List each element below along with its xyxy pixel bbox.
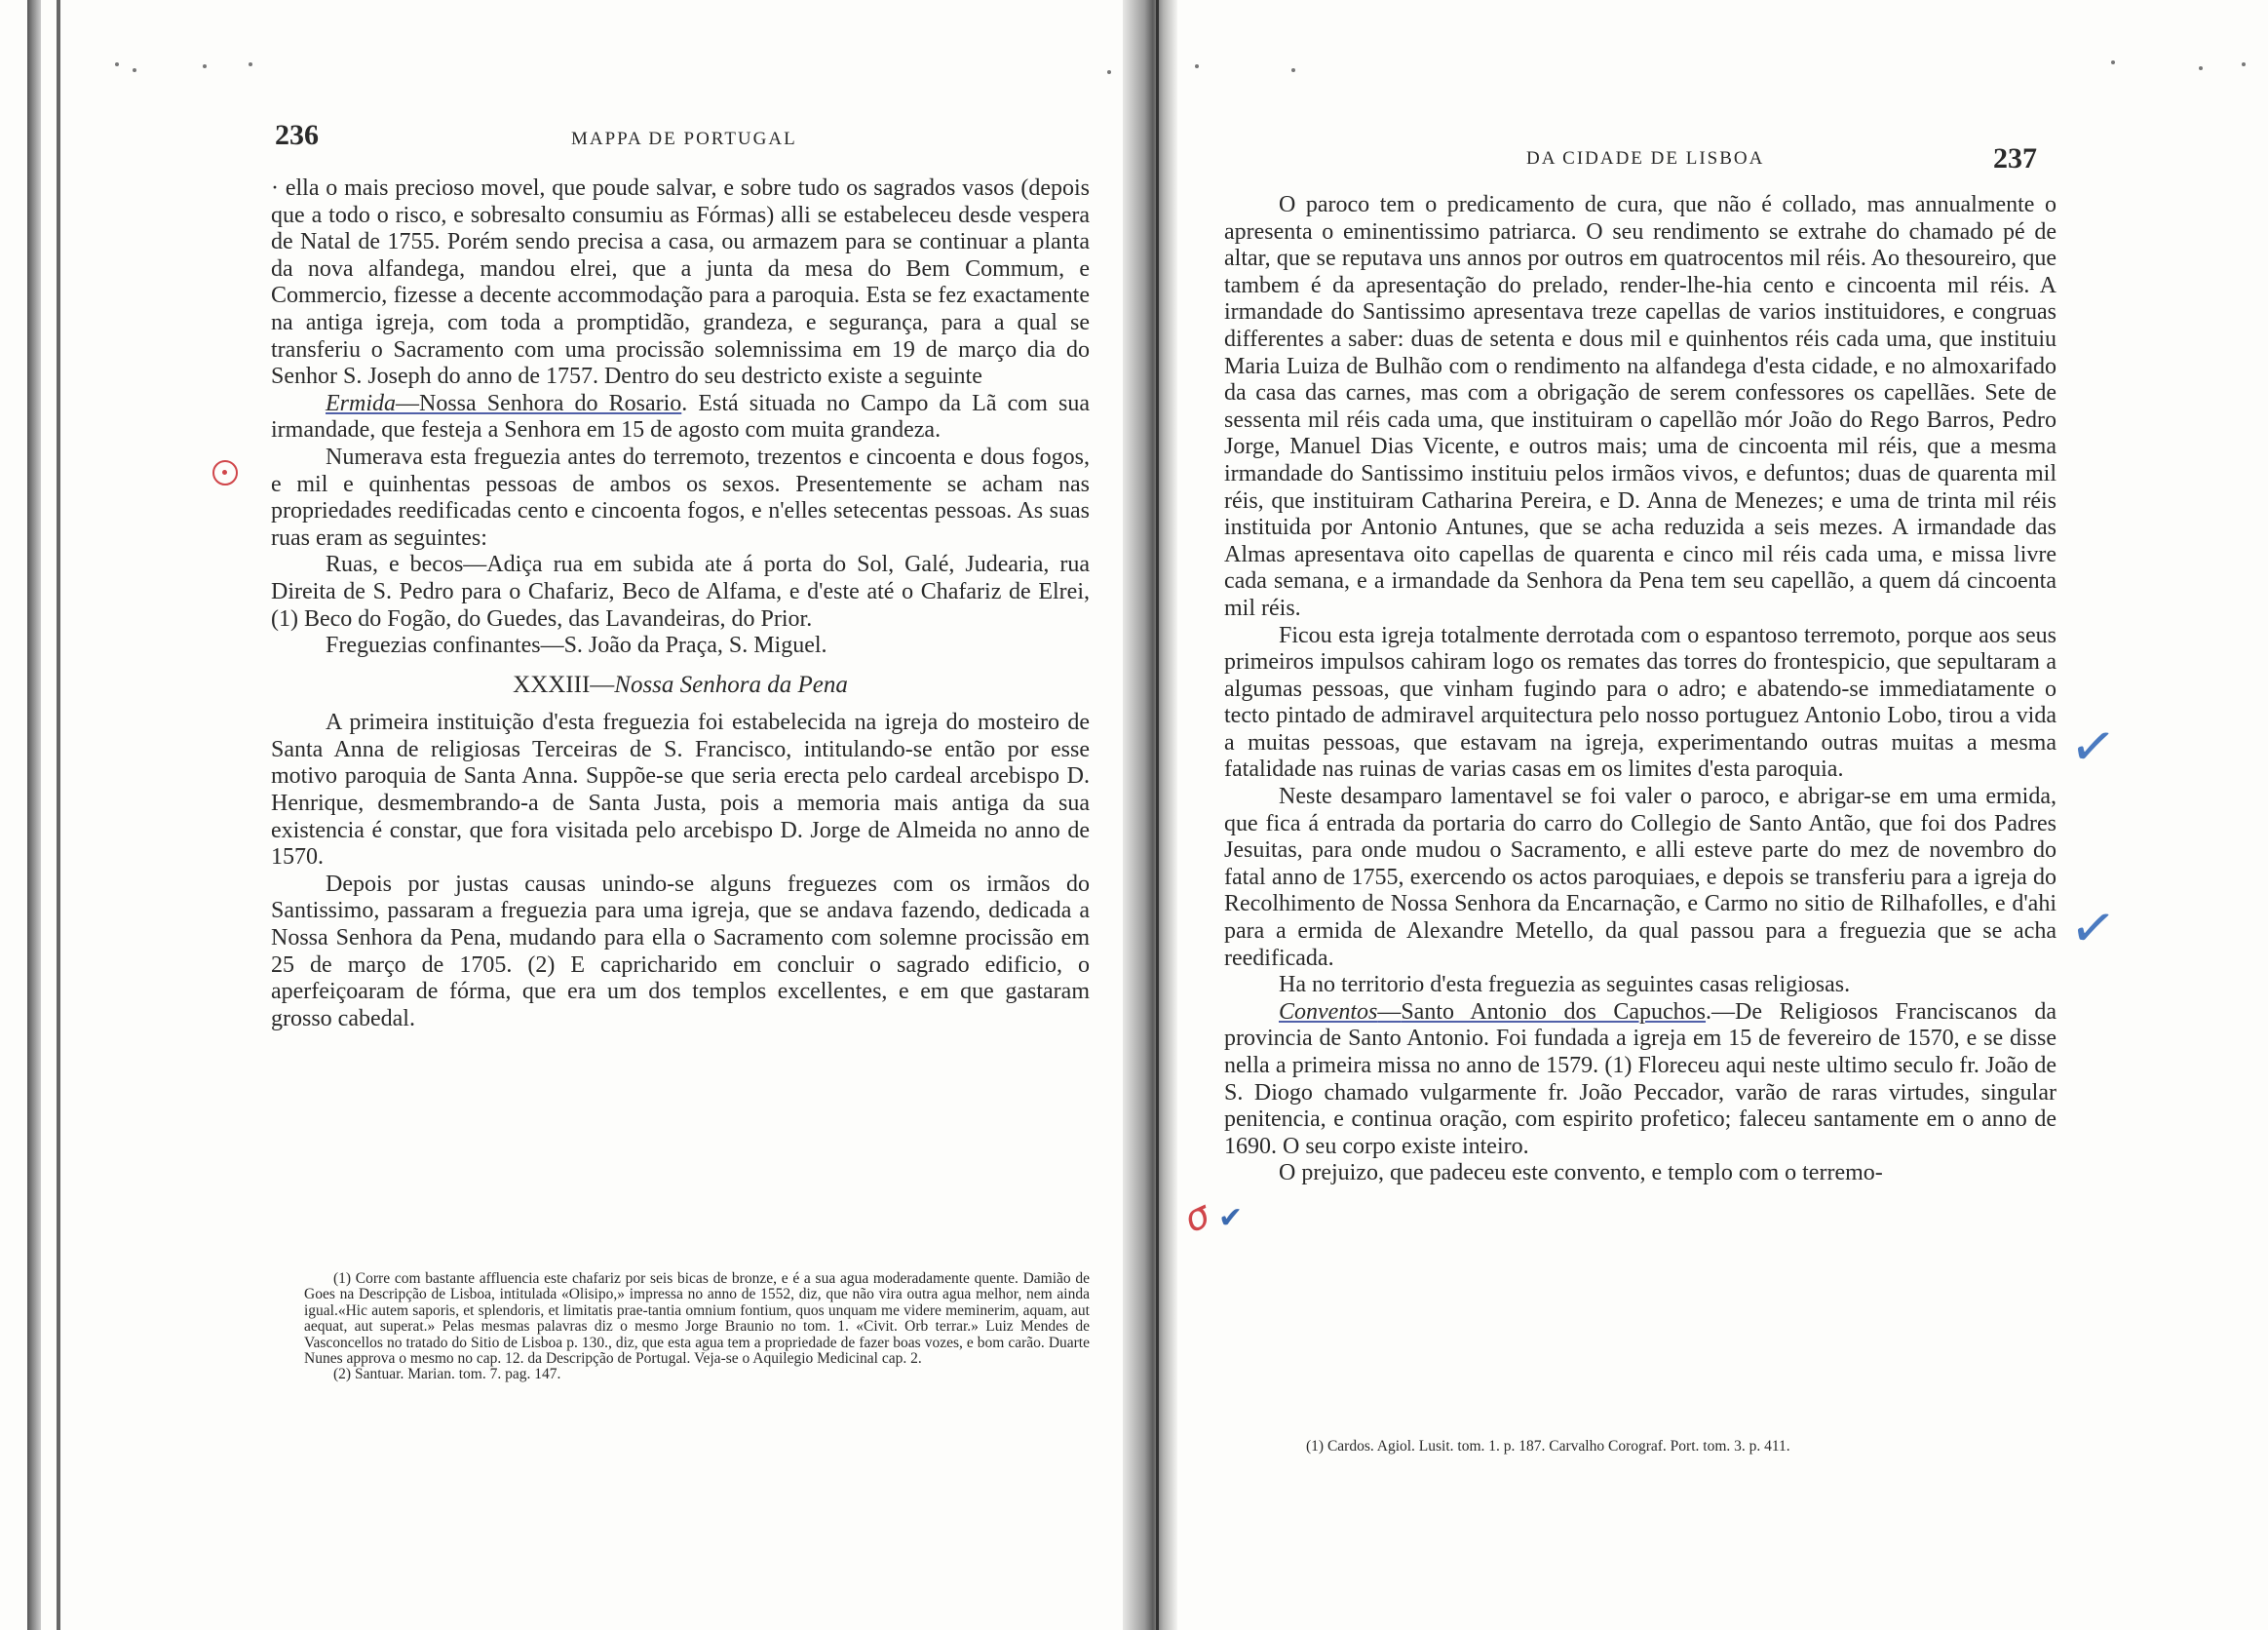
running-head: MAPPA DE PORTUGAL (571, 129, 797, 149)
conventos-dedication: Santo Antonio dos Capuchos (1401, 998, 1707, 1025)
blue-checkmark-icon: ✓ (2065, 713, 2121, 782)
conventos-label: Conventos (1279, 998, 1378, 1025)
paragraph: Numerava esta freguezia antes do terremoto, trezentos e cincoenta e dous fogos, e mil e quinhentas pessoas de ambos os sexos. Presentemente se acham nas propriedades reedificadas cento e cincoenta fogos, e n'elles setecentas pessoas. As suas ruas eram as seguintes: (271, 444, 1090, 551)
left-page-body (271, 175, 1090, 1032)
paragraph: Ruas, e becos—Adiça rua em subida ate á porta do Sol, Galé, Judearia, rua Direita de S. Pedro para o Chafariz, Beco de Alfama, e d'este até o Chafariz de Elrei, (1) Beco do Fogão, do Guedes, das Lavandeiras, do Prior. (271, 552, 1090, 632)
paragraph: · ella o mais precioso movel, que poude salvar, e sobre tudo os sagrados vasos (depois que a todo o risco, e sobresalto consumiu as Fórmas) alli se estabeleceu desde vespera de Natal de 1755. Porém sendo precisa a casa, ou armazem para se continuar a planta da nova alfandega, mandou elrei, que a junta da mesa do Bem Commum, e Commercio, fizesse a decente accommodação para a paroquia. Esta se fez exactamente na antiga igreja, com toda a promptidão, grandeza, e segurança, para a qual se transferiu o Sacramento com uma procissão solemnissima em 19 de março dia do Senhor S. Joseph do anno de 1757. Dentro do seu destricto existe a seguinte (271, 175, 1090, 390)
conventos-entry (1224, 999, 2057, 1161)
red-symbol-annotation-icon: σ (1176, 1191, 1217, 1242)
conventos-text: .—De Religiosos Franciscanos da provincia de Santo Antonio. Foi fundada a igreja em 15 de fevereiro de 1570, e se disse nella a primeira missa no anno de 1579. (1) Floreceu aqui neste ultimo seculo fr. João de S. Diogo chamado vulgarmente fr. João Peccador, varão de raras virtudes, singular penitencia, e continua oração, com espirito profetico; faleceu santamente em o anno de 1690. O seu corpo existe inteiro. (1224, 998, 2057, 1159)
right-footnotes (1277, 1439, 2047, 1455)
paragraph: Neste desamparo lamentavel se foi valer o paroco, e abrigar-se em uma ermida, que fica á entrada da portaria do carro do Collegio de Santo Antão, que foi dos Padres Jesuitas, para onde mudou o Sacramento, e alli esteve parte do mez de novembro do fatal anno de 1755, exercendo os actos paroquiaes, e depois se transferiu para a igreja do Recolhimento de Nossa Senhora da Encarnação, e Carmo no sitio de Rilhafolles, e d'ahi para a ermida de Alexandre Metello, da qual passou para a freguezia que se acha reedificada. (1224, 784, 2057, 971)
gutter-line (1156, 0, 1159, 1630)
section-heading (271, 672, 1090, 699)
page-number: 236 (275, 119, 319, 151)
paragraph: A primeira instituição d'esta freguezia foi estabelecida na igreja do mosteiro de Santa Anna de religiosas Terceiras de S. Francisco, intitulando-se então por esse motivo paroquia de Santa Anna. Suppõe-se que seria erecta pelo cardeal arcebispo D. Henrique, desmembrando-a de Santa Justa, pois a memoria mais antiga da sua existencia é constar, que fora visitada pelo arcebispo D. Jorge de Almeida no anno de 1570. (271, 710, 1090, 871)
footnote: (1) Cardos. Agiol. Lusit. tom. 1. p. 187. Carvalho Corograf. Port. tom. 3. p. 411. (1306, 1438, 1790, 1455)
section-numeral: XXXIII— (513, 671, 615, 698)
footnote: (1) Corre com bastante affluencia este chafariz por seis bicas de bronze, e é a sua agua moderadamente quente. Damião de Goes na Descripção de Lisboa, intitulada «Olisipo,» impressa no anno de 1552, diz, que não vira outra agua melhor, nem ainda igual.«Hic autem saporis, et splendoris, et limitatis prae-tantia omnium fontium, quos unquam me videre meminerim, aquam, aut aequat, aut superat.» Pelas mesmas palavras diz o mesmo Jorge Braunio no tom. 1. «Civit. Orb terrar.» Luiz Mendes de Vasconcellos no tratado do Sitio de Lisboa p. 130., diz, que esta agua tem a propriedade de fazer boas vozes, e bom carão. Duarte Nunes approva o mesmo no cap. 12. da Descripção de Portugal. Veja-se o Aquilegio Medicinal cap. 2. (304, 1270, 1090, 1368)
red-circle-annotation-icon (212, 460, 238, 485)
book-gutter (1123, 0, 1177, 1630)
scan-edge-shadow (27, 0, 41, 1630)
ermida-dedication: Nossa Senhora do Rosario (419, 390, 682, 416)
running-head: DA CIDADE DE LISBOA (1526, 148, 1765, 169)
ermida-text: . Está situada no Campo da Lã com sua irmandade, que festeja a Senhora em 15 de agosto com muita grandeza. (271, 390, 1091, 444)
scan-edge-line (57, 0, 60, 1630)
ermida-label: Ermida (326, 390, 396, 416)
ermida-dash: — (396, 390, 419, 416)
right-page-body (1224, 192, 2057, 1187)
section-title: Nossa Senhora da Pena (614, 671, 848, 698)
blue-checkmark-icon: ✓ (2065, 894, 2121, 963)
page-number: 237 (1993, 142, 2037, 175)
conventos-dash: — (1377, 998, 1402, 1025)
left-page (263, 0, 1101, 1630)
paragraph: Freguezias confinantes—S. João da Praça, S. Miguel. (326, 633, 827, 659)
right-page (1218, 0, 2066, 1630)
ermida-entry (271, 391, 1090, 445)
paragraph: Ha no territorio d'esta freguezia as seguintes casas religiosas. (1279, 972, 1851, 998)
paragraph: O paroco tem o predicamento de cura, que não é collado, mas annualmente o apresenta o eminentissimo patriarca. O seu rendimento se extrahe do chamado pé de altar, que se reputava uns annos por outros em quatrocentos mil réis. Ao thesoureiro, que tambem é da apresentação do prelado, render-lhe-hia cento e cincoenta mil réis. A irmandade do Santissimo apresentava treze capellas de varios instituidores, e congruas differentes a saber: duas de setenta e dous mil e quinhentos réis cada uma, que instituiu Maria Luiza de Bulhão com o rendimento na alfandega d'esta cidade, e no almoxarifado da casa das carnes, mas com a obrigação de serem confessores os capellães. Sete de sessenta mil réis cada uma, que instituiram o capellão mór João do Rego Barros, Pedro Jorge, Manuel Dias Vicente, e outros mais; uma de cincoenta mil réis, que a mesma irmandade do Santissimo instituiu pelos irmãos vivos, e defuntos; duas de quarenta mil réis, que instituiram Catharina Pereira, e D. Anna de Menezes; e uma de trinta mil réis instituida por Antonio Antunes, que se acha reduzida a seis mezes. A irmandade das Almas apresentava oito capellas de quarenta e cinco mil réis cada uma, e missa livre cada semana, e a irmandade da Senhora da Pena tem seu capellão, a quem dá cincoenta mil réis. (1224, 192, 2057, 621)
paragraph: Depois por justas causas unindo-se alguns freguezes com os irmãos do Santissimo, passaram a freguezia para uma igreja, que se andava fazendo, dedicada a Nossa Senhora da Pena, mudando para ella o Sacramento com solemne procissão em 25 de março de 1705. (2) E capricharido em concluir o sagrado edificio, o aperfeiçoaram de fórma, que era um dos templos excellentes, e em que gastaram grosso cabedal. (271, 871, 1090, 1031)
blue-tick-annotation-icon: ✔ (1218, 1201, 1244, 1235)
paragraph: Ficou esta igreja totalmente derrotada com o espantoso terremoto, porque aos seus primeiros impulsos cahiram logo os remates das torres do frontespicio, que sepultaram a algumas pessoas, que vinham fugindo para o adro; e abatendo-se immediatamente o tecto pintado de admiravel arquitectura pelo nosso portuguez Antonio Lobo, tirou a vida a muitas pessoas, que estavam na igreja, experimentando outras muitas a mesma fatalidade nas ruinas de varias casas em os limites d'esta paroquia. (1224, 622, 2057, 783)
paragraph: O prejuizo, que padeceu este convento, e templo com o terremo- (1279, 1160, 1883, 1186)
footnote: (2) Santuar. Marian. tom. 7. pag. 147. (333, 1366, 561, 1383)
left-footnotes (304, 1271, 1090, 1383)
